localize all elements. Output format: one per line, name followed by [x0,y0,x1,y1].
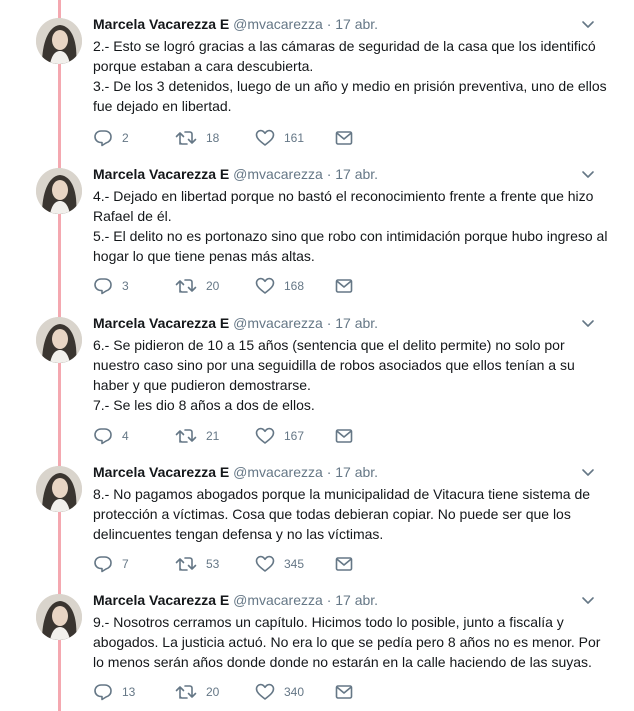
author-handle[interactable]: @mvacarezza [233,315,323,331]
like-icon [255,427,275,445]
reply-icon [93,427,113,445]
reply-button[interactable] [93,682,135,702]
avatar[interactable] [36,317,82,363]
retweet-count: 20 [206,685,220,699]
like-button[interactable] [255,128,304,148]
reply-count: 3 [122,279,129,293]
like-button[interactable] [255,276,304,296]
tweet-header [93,315,378,331]
timestamp[interactable]: 17 abr. [335,166,379,182]
tweet-header [93,16,378,32]
tweet-text [93,186,608,266]
reply-count: 7 [122,557,129,571]
tweet-paragraph: 2.- Esto se logró gracias a las cámaras de seguridad de la casa que los identificó porque estaban a cara descubierta. [93,38,596,74]
timestamp[interactable]: 17 abr. [335,16,379,32]
chevron-down-icon[interactable] [581,18,595,30]
reply-count: 2 [122,131,129,145]
chevron-down-icon[interactable] [581,168,595,180]
retweet-count: 53 [206,557,220,571]
direct-message-button[interactable] [335,554,353,574]
retweet-icon [175,427,197,445]
tweet-header [93,592,378,608]
tweet-actions [93,682,513,702]
avatar[interactable] [36,594,82,640]
author-handle[interactable]: @mvacarezza [233,464,323,480]
tweet-text [93,36,608,116]
separator: · [326,592,332,608]
tweet-paragraph: 8.- No pagamos abogados porque la municipalidad de Vitacura tiene sistema de protección a víctimas. Cosa que todas debieran copiar. No puede ser que los delincuentes tengan defensa y no las víctimas. [93,486,591,542]
retweet-button[interactable] [175,426,219,446]
tweet-text [93,484,608,544]
timestamp[interactable]: 17 abr. [335,315,379,331]
direct-message-icon [335,684,353,700]
reply-count: 4 [122,429,129,443]
direct-message-button[interactable] [335,276,353,296]
author-name[interactable]: Marcela Vacarezza E [93,592,230,608]
direct-message-button[interactable] [335,128,353,148]
timestamp[interactable]: 17 abr. [335,592,379,608]
retweet-icon [175,129,197,147]
reply-button[interactable] [93,276,129,296]
tweet-paragraph: 3.- De los 3 detenidos, luego de un año y medio en prisión preventiva, uno de ellos fue dejado en libertad. [93,78,607,114]
retweet-icon [175,683,197,701]
like-icon [255,683,275,701]
like-icon [255,277,275,295]
like-count: 167 [284,429,305,443]
tweet-actions [93,128,513,148]
reply-button[interactable] [93,128,129,148]
like-count: 161 [284,131,305,145]
reply-button[interactable] [93,554,129,574]
reply-button[interactable] [93,426,129,446]
tweet-text [93,612,608,672]
tweet-header [93,166,378,182]
author-handle[interactable]: @mvacarezza [233,166,323,182]
retweet-count: 21 [206,429,220,443]
separator: · [326,16,332,32]
separator: · [326,464,332,480]
like-button[interactable] [255,682,304,702]
like-count: 340 [284,685,305,699]
direct-message-icon [335,428,353,444]
avatar[interactable] [36,168,82,214]
author-name[interactable]: Marcela Vacarezza E [93,464,230,480]
direct-message-icon [335,556,353,572]
tweet-paragraph: 9.- Nosotros cerramos un capítulo. Hicimos todo lo posible, junto a fiscalía y abogados. La justicia actuó. No era lo que se pedía pero 8 años no es menor. Por lo menos serán años donde donde no estarán en la calle haciendo de las suyas. [93,614,601,670]
tweet-paragraph: 4.- Dejado en libertad porque no bastó el reconocimiento frente a frente que hizo Rafael de él. [93,188,594,224]
direct-message-icon [335,278,353,294]
tweet-text [93,335,608,415]
chevron-down-icon[interactable] [581,466,595,478]
reply-icon [93,129,113,147]
direct-message-button[interactable] [335,426,353,446]
retweet-button[interactable] [175,276,219,296]
reply-count: 13 [122,685,136,699]
like-button[interactable] [255,554,304,574]
avatar[interactable] [36,466,82,512]
retweet-count: 20 [206,279,220,293]
like-icon [255,129,275,147]
tweet-actions [93,554,513,574]
separator: · [326,166,332,182]
avatar[interactable] [36,18,82,64]
tweet-paragraph: 5.- El delito no es portonazo sino que robo con intimidación porque hubo ingreso al hogar lo que tiene penas más altas. [93,228,608,264]
tweet-paragraph: 7.- Se les dio 8 años a dos de ellos. [93,397,315,413]
chevron-down-icon[interactable] [581,594,595,606]
direct-message-icon [335,130,353,146]
timestamp[interactable]: 17 abr. [335,464,379,480]
tweet-paragraph: 6.- Se pidieron de 10 a 15 años (sentencia que el delito permite) no solo por nuestro caso sino por una seguidilla de robos asociados que ellos tenían a su haber y que pudieron demostrarse. [93,337,575,393]
separator: · [326,315,332,331]
like-count: 345 [284,557,305,571]
tweet-actions [93,276,513,296]
retweet-count: 18 [206,131,220,145]
retweet-icon [175,277,197,295]
chevron-down-icon[interactable] [581,317,595,329]
reply-icon [93,277,113,295]
tweet-actions [93,426,513,446]
retweet-button[interactable] [175,682,219,702]
author-handle[interactable]: @mvacarezza [233,16,323,32]
like-button[interactable] [255,426,304,446]
tweet-header [93,464,378,480]
like-icon [255,555,275,573]
direct-message-button[interactable] [335,682,353,702]
like-count: 168 [284,279,305,293]
author-name[interactable]: Marcela Vacarezza E [93,166,230,182]
reply-icon [93,555,113,573]
author-name[interactable]: Marcela Vacarezza E [93,16,230,32]
retweet-button[interactable] [175,554,219,574]
retweet-icon [175,555,197,573]
reply-icon [93,683,113,701]
author-handle[interactable]: @mvacarezza [233,592,323,608]
retweet-button[interactable] [175,128,219,148]
author-name[interactable]: Marcela Vacarezza E [93,315,230,331]
